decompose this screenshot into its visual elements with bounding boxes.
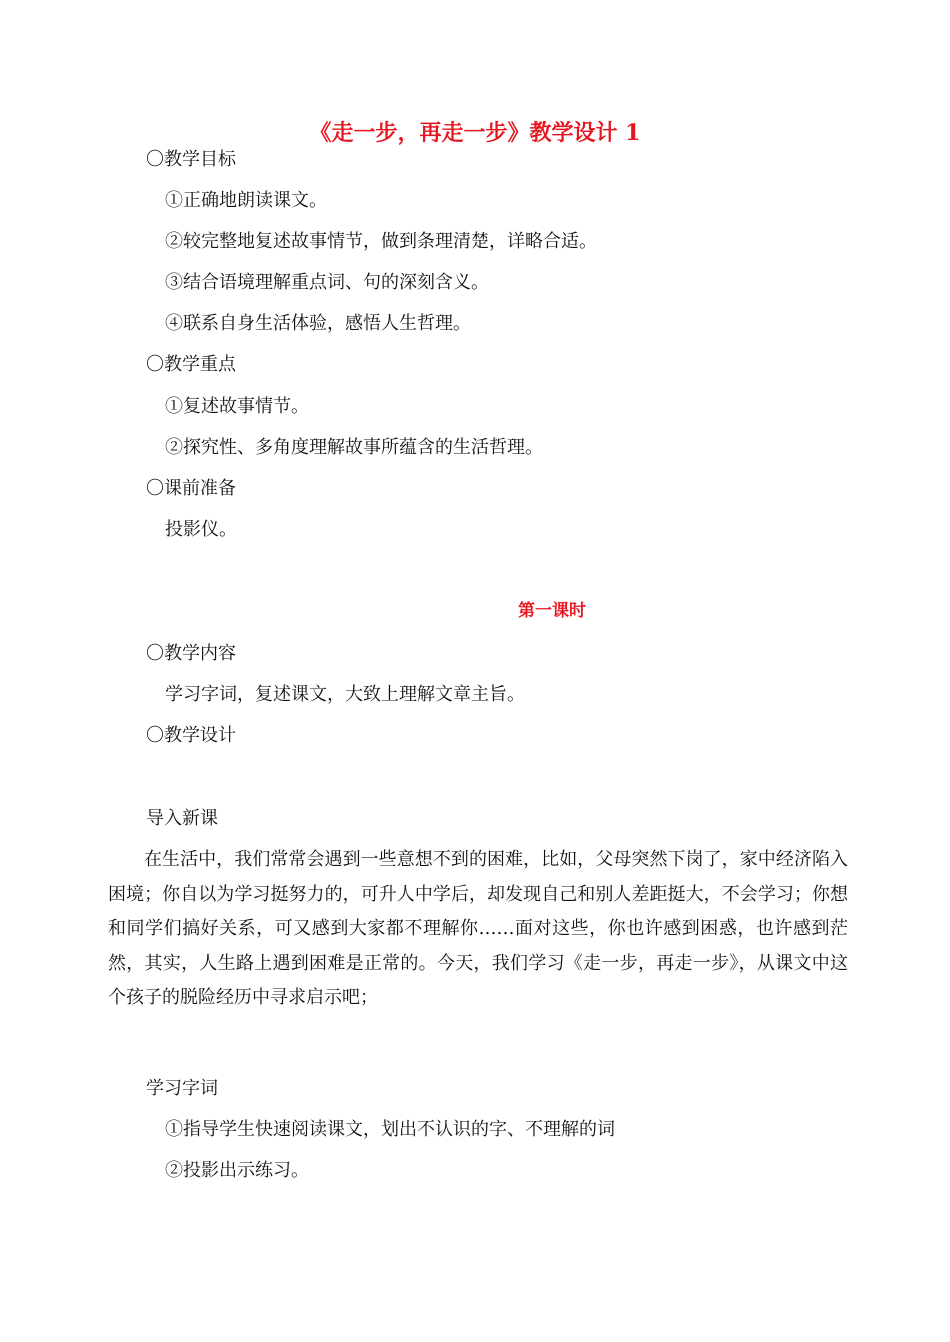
objective-item: ①正确地朗读课文。 — [165, 190, 327, 211]
objective-item: ④联系自身生活体验，感悟人生哲理。 — [165, 313, 471, 334]
vocab-heading: 学习字词 — [146, 1078, 218, 1099]
objectives-heading: 〇教学目标 — [146, 149, 236, 170]
preparation-text: 投影仪。 — [165, 519, 237, 540]
intro-heading: 导入新课 — [146, 808, 218, 829]
key-points-heading: 〇教学重点 — [146, 354, 236, 375]
document-title: 《走一步，再走一步》教学设计 1 — [309, 120, 641, 146]
intro-paragraph: 在生活中，我们常常会遇到一些意想不到的困难，比如，父母突然下岗了，家中经济陷入困境；你自以为学习挺努力的，可升人中学后，却发现自己和别人差距挺大，不会学习；你想和同学们搞好关系，可又感到大家都不理解你……面对这些，你也许感到困惑，也许感到茫然，其实，人生路上遇到困难是正常的。今天，我们学习《走一步，再走一步》，从课文中这个孩子的脱险经历中寻求启示吧； — [108, 849, 848, 1009]
preparation-heading: 〇课前准备 — [146, 478, 236, 499]
key-point-item: ②探究性、多角度理解故事所蕴含的生活哲理。 — [165, 437, 543, 458]
design-heading: 〇教学设计 — [146, 725, 236, 746]
objective-item: ②较完整地复述故事情节，做到条理清楚，详略合适。 — [165, 231, 597, 252]
objective-item: ③结合语境理解重点词、句的深刻含义。 — [165, 272, 489, 293]
lesson-heading: 第一课时 — [518, 601, 586, 621]
content-heading: 〇教学内容 — [146, 643, 236, 664]
key-point-item: ①复述故事情节。 — [165, 396, 309, 417]
vocab-item: ②投影出示练习。 — [165, 1160, 309, 1181]
vocab-item: ①指导学生快速阅读课文，划出不认识的字、不理解的词 — [165, 1119, 615, 1140]
content-text: 学习字词，复述课文，大致上理解文章主旨。 — [165, 684, 525, 705]
